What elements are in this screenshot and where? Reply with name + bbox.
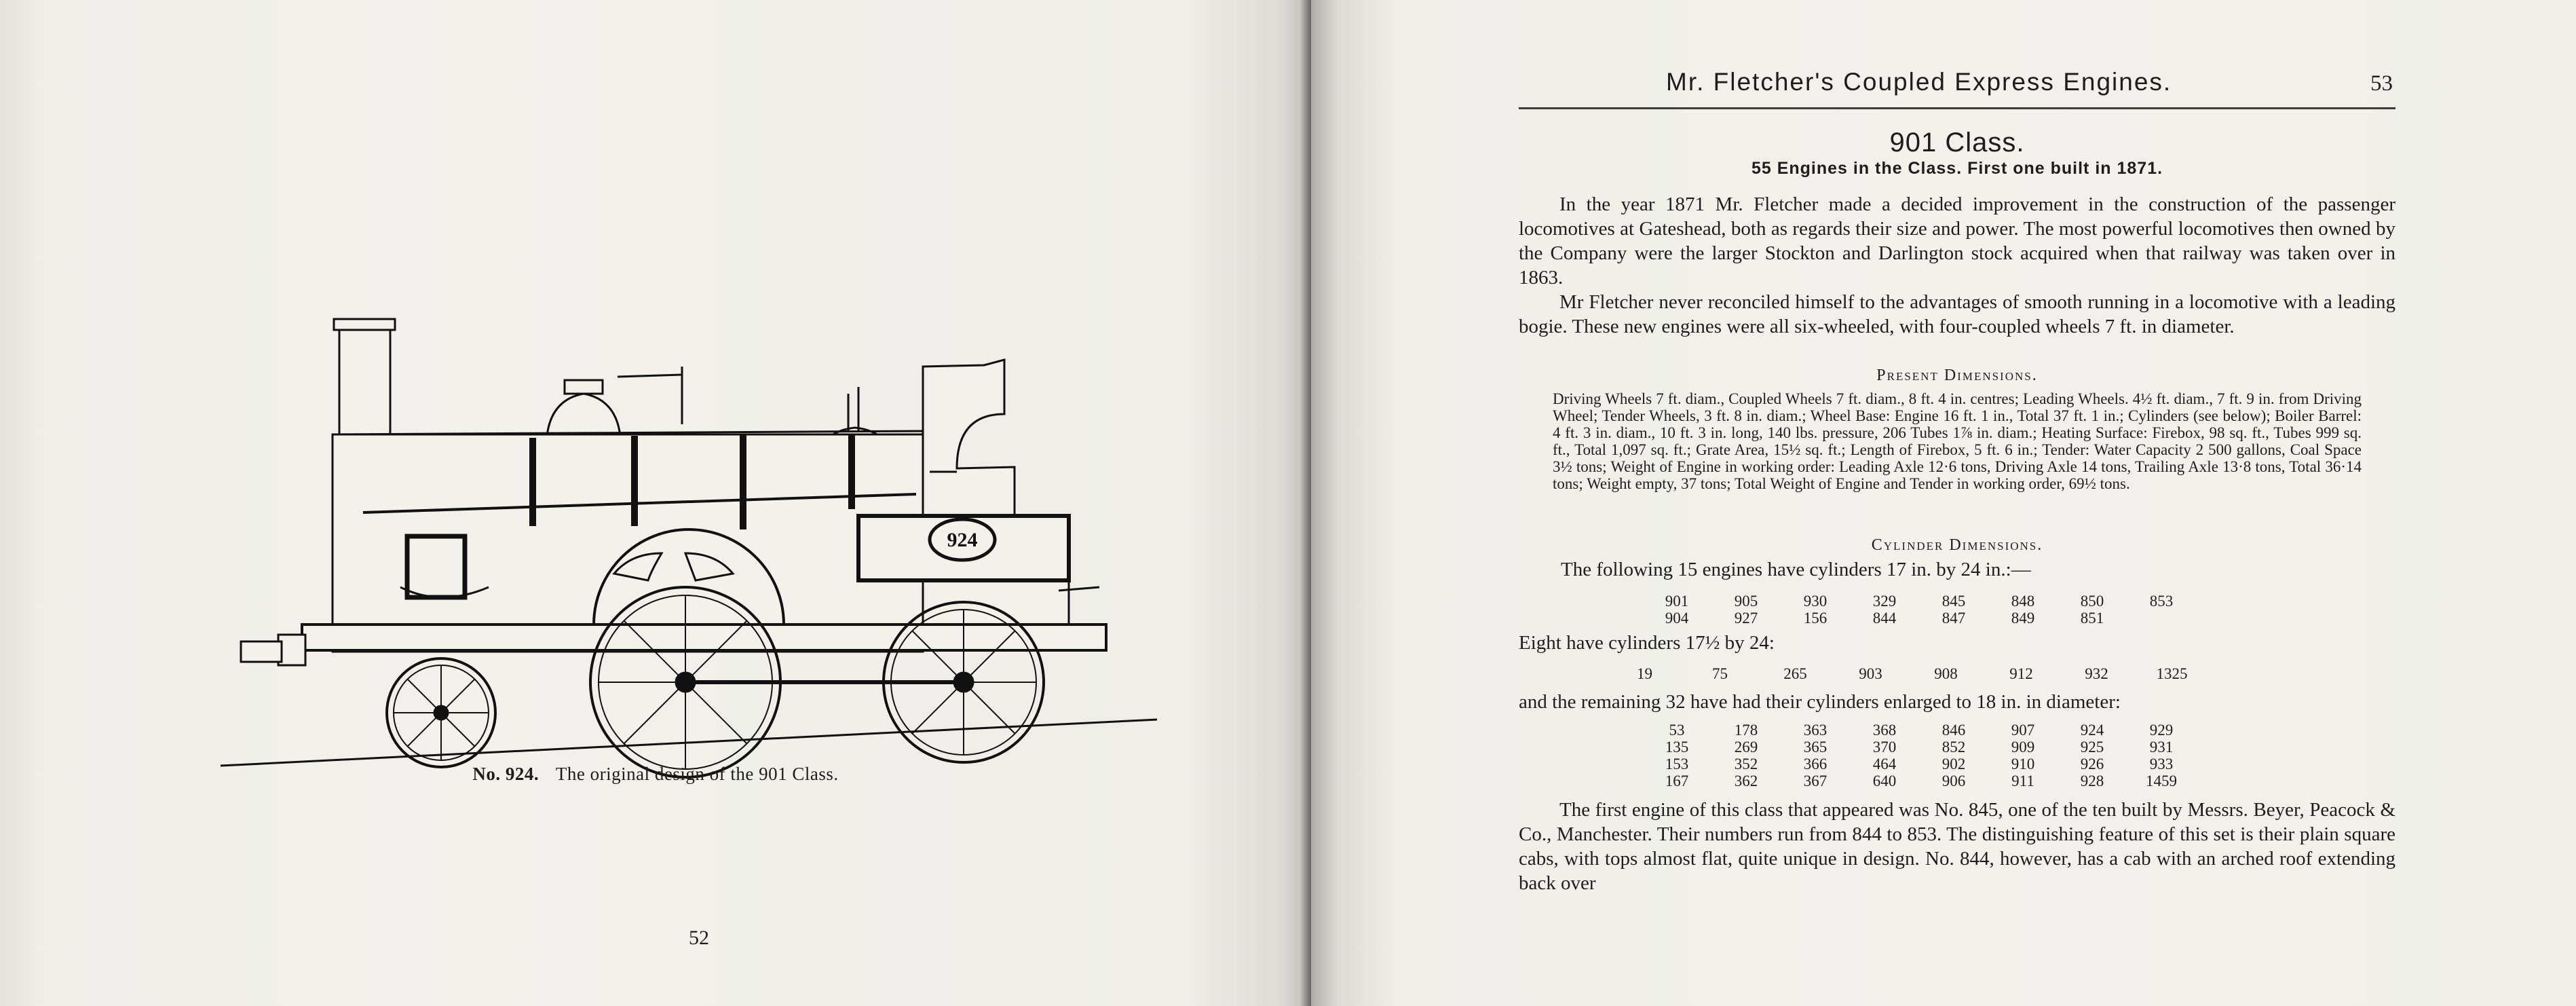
engine-number: 906 bbox=[1942, 772, 1966, 789]
engine-number-row bbox=[1642, 722, 2196, 739]
engine-numbers-32 bbox=[1642, 722, 2196, 789]
engine-number: 367 bbox=[1803, 772, 1827, 789]
cylinder-line-32: and the remaining 32 have had their cylinders enlarged to 18 in. in diameter: bbox=[1519, 691, 2121, 713]
engine-number: 926 bbox=[2080, 756, 2104, 772]
running-head: Mr. Fletcher's Coupled Express Engines. bbox=[1666, 68, 2172, 96]
engine-number-row bbox=[1642, 739, 2196, 756]
engine-number: 905 bbox=[1734, 593, 1758, 610]
engine-number: 933 bbox=[2149, 756, 2174, 772]
engine-number: 365 bbox=[1803, 739, 1827, 756]
present-dimensions-heading: Present Dimensions. bbox=[1876, 367, 2038, 384]
engine-number: 907 bbox=[2011, 722, 2035, 739]
engine-number: 927 bbox=[1734, 610, 1758, 627]
engine-number: 847 bbox=[1942, 610, 1966, 627]
engine-number: 845 bbox=[1942, 593, 1966, 610]
engine-number: 928 bbox=[2080, 772, 2104, 789]
engine-number: 844 bbox=[1872, 610, 1897, 627]
cylinder-line-15: The following 15 engines have cylinders 17 in. by 24 in.:— bbox=[1561, 559, 2031, 580]
engine-number: 329 bbox=[1872, 593, 1897, 610]
engine-number: 908 bbox=[1934, 665, 1958, 682]
engine-number: 909 bbox=[2011, 739, 2035, 756]
paragraph-2: Mr Fletcher never reconciled himself to the advantages of smooth running in a locomotive with a leading bogie. These new engines were all six-wheeled, with four-coupled wheels 7 ft. in diameter. bbox=[1519, 291, 2395, 337]
number-plate: 924 bbox=[947, 529, 978, 551]
closing-text bbox=[1519, 798, 2395, 895]
engine-number: 912 bbox=[2009, 665, 2033, 682]
figure-caption bbox=[0, 764, 1311, 785]
engine-number-row bbox=[1607, 665, 2210, 682]
class-subtitle: 55 Engines in the Class. First one built in 1871. bbox=[1751, 159, 2163, 178]
engine-number: 903 bbox=[1859, 665, 1882, 682]
engine-number: 269 bbox=[1734, 739, 1758, 756]
caption-text: The original design of the 901 Class. bbox=[555, 764, 839, 784]
intro-text bbox=[1519, 192, 2395, 339]
engine-number: 846 bbox=[1942, 722, 1966, 739]
cylinder-dimensions-heading: Cylinder Dimensions. bbox=[1871, 536, 2043, 554]
engine-number: 464 bbox=[1872, 756, 1897, 772]
engine-number: 640 bbox=[1872, 772, 1897, 789]
engine-number: 19 bbox=[1637, 665, 1652, 682]
engine-number: 850 bbox=[2080, 593, 2104, 610]
engine-number-row bbox=[1642, 772, 2196, 789]
engine-number: 924 bbox=[2080, 722, 2104, 739]
engine-number: 75 bbox=[1712, 665, 1728, 682]
engine-number: 265 bbox=[1783, 665, 1807, 682]
engine-number: 153 bbox=[1665, 756, 1689, 772]
engine-number: 853 bbox=[2149, 593, 2174, 610]
engine-number: 901 bbox=[1665, 593, 1689, 610]
engine-number: 925 bbox=[2080, 739, 2104, 756]
engine-number: 851 bbox=[2080, 610, 2104, 627]
page-number-right: 53 bbox=[2370, 71, 2393, 96]
page-number-left: 52 bbox=[689, 927, 709, 949]
engine-number: 902 bbox=[1942, 756, 1966, 772]
engine-number: 849 bbox=[2011, 610, 2035, 627]
engine-numbers-8 bbox=[1607, 665, 2210, 682]
engine-number: 911 bbox=[2011, 772, 2034, 789]
engine-number: 362 bbox=[1734, 772, 1758, 789]
engine-number: 352 bbox=[1734, 756, 1758, 772]
engine-number: 1325 bbox=[2156, 665, 2188, 682]
engine-number: 368 bbox=[1872, 722, 1897, 739]
engine-number: 930 bbox=[1803, 593, 1827, 610]
engine-number: 53 bbox=[1669, 722, 1685, 739]
engine-number: 848 bbox=[2011, 593, 2035, 610]
engine-number: 370 bbox=[1872, 739, 1897, 756]
class-title: 901 Class. bbox=[1889, 128, 2025, 157]
caption-number: No. 924. bbox=[472, 764, 539, 784]
paragraph-3: The first engine of this class that appeared was No. 845, one of the ten built by Messrs. Beyer, Peacock & Co., Manchester. Their numbers run from 844 to 853. The distinguishing feature of this set is their plain square cabs, with tops almost flat, quite unique in design. No. 844, however, has a cab with an arched roof extending back over bbox=[1519, 799, 2395, 894]
engine-numbers-15 bbox=[1642, 593, 2196, 627]
cylinder-line-8: Eight have cylinders 17½ by 24: bbox=[1519, 632, 1775, 654]
engine-number: 931 bbox=[2149, 739, 2174, 756]
engine-number: 178 bbox=[1734, 722, 1758, 739]
engine-number: 929 bbox=[2149, 722, 2174, 739]
engine-number-row bbox=[1642, 610, 2196, 627]
engine-number: 366 bbox=[1803, 756, 1827, 772]
engine-number-row bbox=[1642, 756, 2196, 772]
engine-number: 932 bbox=[2085, 665, 2108, 682]
engine-number: 852 bbox=[1942, 739, 1966, 756]
engine-number: 904 bbox=[1665, 610, 1689, 627]
locomotive-drawing bbox=[217, 312, 1167, 801]
engine-number: 156 bbox=[1803, 610, 1827, 627]
engine-number: 910 bbox=[2011, 756, 2035, 772]
engine-number: 167 bbox=[1665, 772, 1689, 789]
engine-number: 135 bbox=[1665, 739, 1689, 756]
engine-number: 1459 bbox=[2146, 772, 2177, 789]
engine-number bbox=[2127, 610, 2196, 627]
header-rule bbox=[1519, 107, 2395, 109]
present-dimensions-text: Driving Wheels 7 ft. diam., Coupled Wheels 7 ft. diam., 8 ft. 4 in. centres; Leading Wheels. 4½ ft. diam., 7 ft. 9 in. from Driving Wheel; Tender Wheels, 3 ft. 8 in. diam.; Wheel Base: Engine 16 ft. 1 in., Total 37 ft. 1 in.; Cylinders (see below); Boiler Barrel: 4 ft. 3 in. diam., 10 ft. 3 in. long, 140 lbs. pressure, 206 Tubes 1⅞ in. diam.; Heating Surface: Firebox, 98 sq. ft., Tubes 999 sq. ft., Total 1,097 sq. ft.; Grate Area, 15½ sq. ft.; Length of Firebox, 5 ft. 6 in.; Tender: Water Capacity 2 500 gallons, Coal Space 3½ tons; Weight of Engine in working order: Leading Axle 12·6 tons, Driving Axle 14 tons, Trailing Axle 13·8 tons, Total 36·14 tons; Weight empty, 37 tons; Total Weight of Engine and Tender in working order, 69½ tons. bbox=[1553, 390, 2362, 492]
engine-number-row bbox=[1642, 593, 2196, 610]
paragraph-1: In the year 1871 Mr. Fletcher made a decided improvement in the construction of the passenger locomotives at Gateshead, both as regards their size and power. The most powerful locomotives then owned by the Company were the larger Stockton and Darlington stock acquired when that railway was taken over in 1863. bbox=[1519, 193, 2395, 288]
engine-number: 363 bbox=[1803, 722, 1827, 739]
